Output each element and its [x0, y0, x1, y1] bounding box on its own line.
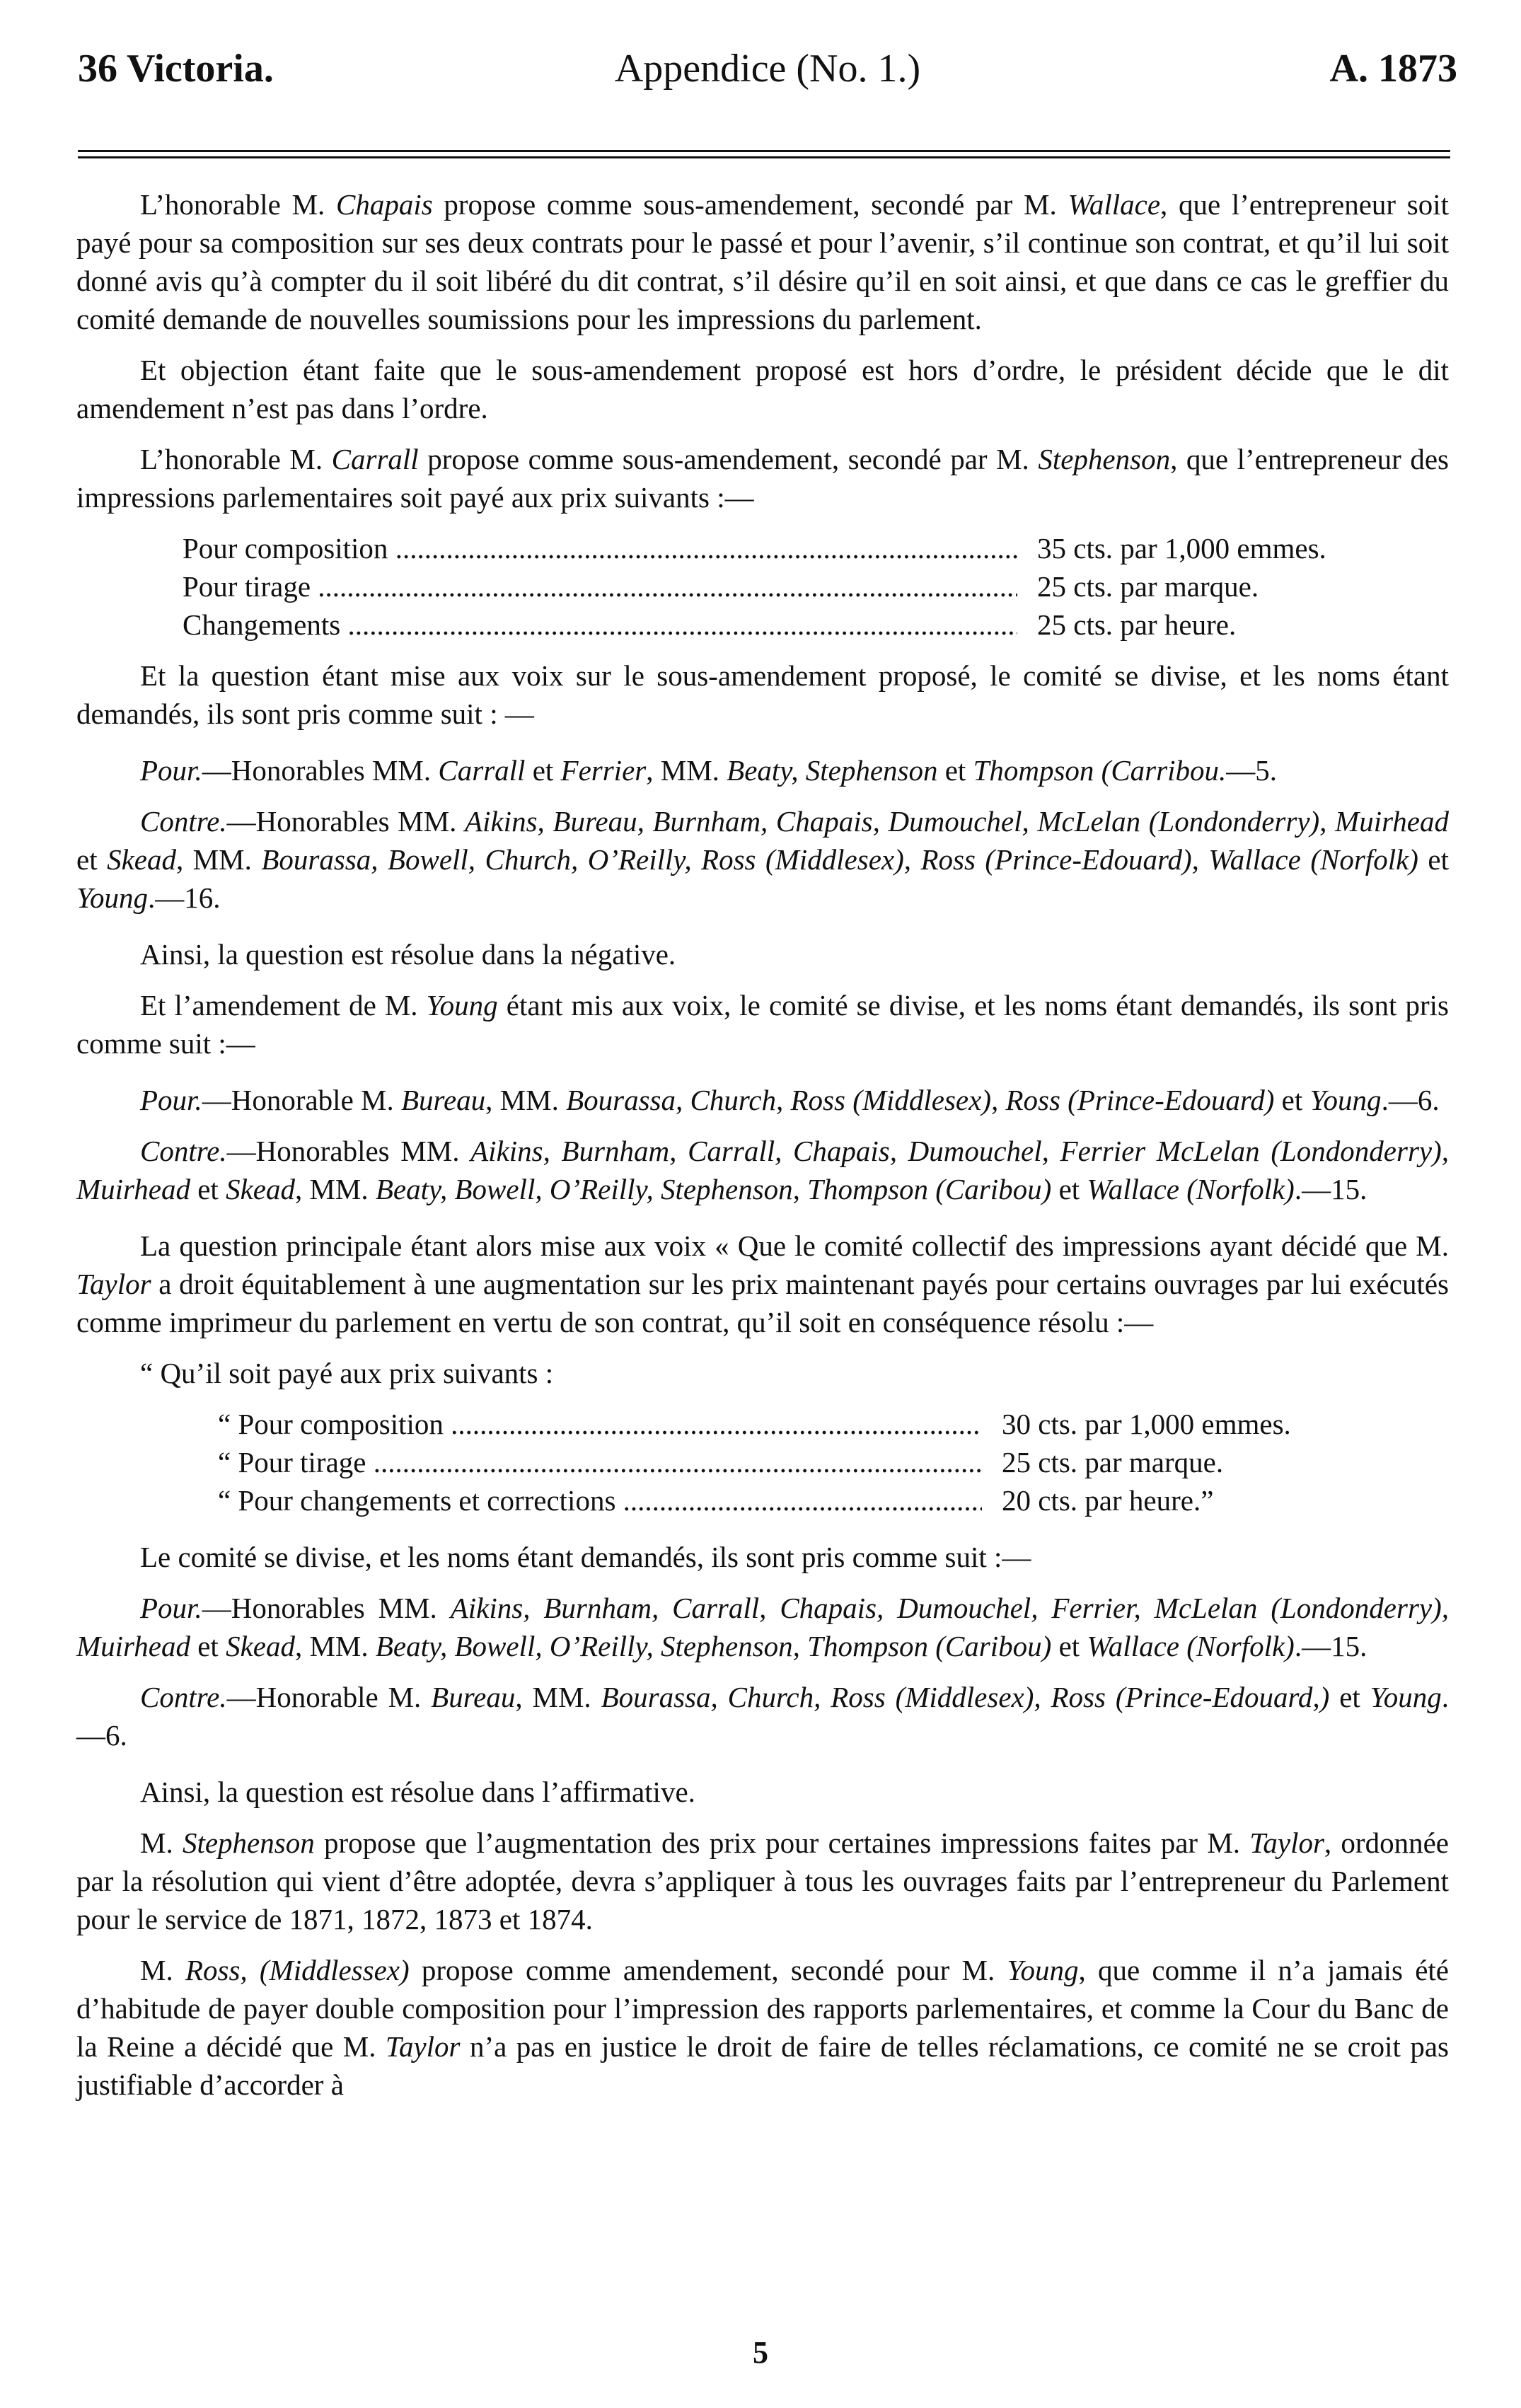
rate-table-proposed: [76, 529, 1449, 644]
vote-contre-1: Contre.—Honorables MM. Aikins, Bureau, Burnham, Chapais, Dumouchel, McLelan (Londonderry), Muirhead et Skead, MM. Bourassa, Bowell, Church, O’Reilly, Ross (Middlesex), Ross (Prince-Edouard), Wallace (Norfolk) et Young.—16.: [76, 805, 1449, 914]
rate-row: “ Pour changements et corrections ..... 20 cts. par heure.”: [76, 1481, 1449, 1520]
page-body: [76, 185, 1449, 2117]
vote-pour-1: Pour.—Honorables MM. Carrall et Ferrier, MM. Beaty, Stephenson et Thompson (Carribou.—5.: [140, 754, 1277, 787]
vote-contre-3: Contre.—Honorable M. Bureau, MM. Bourassa, Church, Ross (Middlesex), Ross (Prince-Edouard,) et Young.—6.: [76, 1681, 1449, 1752]
header-year: A. 1873: [1329, 47, 1457, 91]
paragraph-negative: Ainsi, la question est résolue dans la négative.: [140, 938, 676, 971]
vote-pour-3: Pour.—Honorables MM. Aikins, Burnham, Carrall, Chapais, Dumouchel, Ferrier, McLelan (Londonderry), Muirhead et Skead, MM. Beaty, Bowell, O’Reilly, Stephenson, Thompson (Caribou) et Wallace (Norfolk).—15.: [76, 1592, 1449, 1662]
header-rule-bottom: [78, 156, 1450, 158]
rate-row: “ Pour tirage ..... 25 cts. par marque.: [76, 1443, 1449, 1481]
paragraph-division-3: Le comité se divise, et les noms étant demandés, ils sont pris comme suit :—: [140, 1541, 1031, 1573]
resolution-quote-open: “ Qu’il soit payé aux prix suivants :: [140, 1357, 554, 1389]
rate-row: “ Pour composition ..... 30 cts. par 1,000 emmes.: [76, 1405, 1449, 1443]
rate-row: Pour tirage ..... 25 cts. par marque.: [76, 567, 1449, 606]
page-header: [78, 37, 1457, 100]
paragraph-ross-amendment: M. Ross, (Middlessex) propose comme amendement, secondé pour M. Young, que comme il n’a jamais été d’habitude de payer double composition pour l’impression des rapports parlementaires, et comme la Cour du Banc de la Reine a décidé que M. Taylor n’a pas en justice le droit de faire de telles réclamations, ce comité ne se croit pas justifiable d’accorder à: [76, 1954, 1450, 2101]
header-session: 36 Victoria.: [78, 47, 274, 91]
header-rule-top: [78, 150, 1450, 152]
vote-pour-2: Pour.—Honorable M. Bureau, MM. Bourassa, Church, Ross (Middlesex), Ross (Prince-Edouard) et Young.—6.: [140, 1084, 1440, 1116]
paragraph-affirmative: Ainsi, la question est résolue dans l’affirmative.: [140, 1776, 695, 1808]
page-number: 5: [753, 2335, 768, 2370]
paragraph-main-question: La question principale étant alors mise aux voix « Que le comité collectif des impressions ayant décidé que M. Taylor a droit équitablement à une augmentation sur les prix maintenant payés pour certains ouvrages par lui exécutés comme imprimeur du parlement en vertu de son contrat, qu’il soit en conséquence résolu :—: [76, 1229, 1449, 1338]
vote-contre-2: Contre.—Honorables MM. Aikins, Burnham, Carrall, Chapais, Dumouchel, Ferrier McLelan (Londonderry), Muirhead et Skead, MM. Beaty, Bowell, O’Reilly, Stephenson, Thompson (Caribou) et Wallace (Norfolk).—15.: [76, 1135, 1450, 1205]
header-appendix: Appendice (No. 1.): [614, 47, 921, 91]
rate-row: Pour composition ..... 35 cts. par 1,000 emmes.: [76, 529, 1449, 567]
rate-row: Changements ..... 25 cts. par heure.: [76, 606, 1449, 644]
paragraph-objection: Et objection étant faite que le sous-amendement proposé est hors d’ordre, le président décide que le dit amendement n’est pas dans l’ordre.: [76, 354, 1449, 424]
paragraph-carrall-motion: L’honorable M. Carrall propose comme sous-amendement, secondé par M. Stephenson, que l’entrepreneur des impressions parlementaires soit payé aux prix suivants :—: [76, 443, 1449, 514]
paragraph-stephenson-motion: M. Stephenson propose que l’augmentation des prix pour certaines impressions faites par M. Taylor, ordonnée par la résolution qui vient d’être adoptée, devra s’appliquer à tous les ouvrages faits par l’entrepreneur du Parlement pour le service de 1871, 1872, 1873 et 1874.: [76, 1827, 1449, 1935]
rate-table-resolved: [76, 1405, 1449, 1520]
paragraph-young-amendment: Et l’amendement de M. Young étant mis aux voix, le comité se divise, et les noms étant demandés, ils sont pris comme suit :—: [76, 989, 1449, 1060]
paragraph-division-1: Et la question étant mise aux voix sur le sous-amendement proposé, le comité se divise, et les noms étant demandés, ils sont pris comme suit : —: [76, 659, 1449, 730]
paragraph-chapais-motion: L’honorable M. Chapais propose comme sous-amendement, secondé par M. Wallace, que l’entrepreneur soit payé pour sa composition sur ses deux contrats pour le passé et pour l’avenir, s’il continue son contrat, et qu’il lui soit donné avis qu’à compter du il soit libéré du dit contrat, s’il désire qu’il en soit ainsi, et que dans ce cas le greffier du comité demande de nouvelles soumissions pour les impressions du parlement.: [76, 188, 1449, 335]
